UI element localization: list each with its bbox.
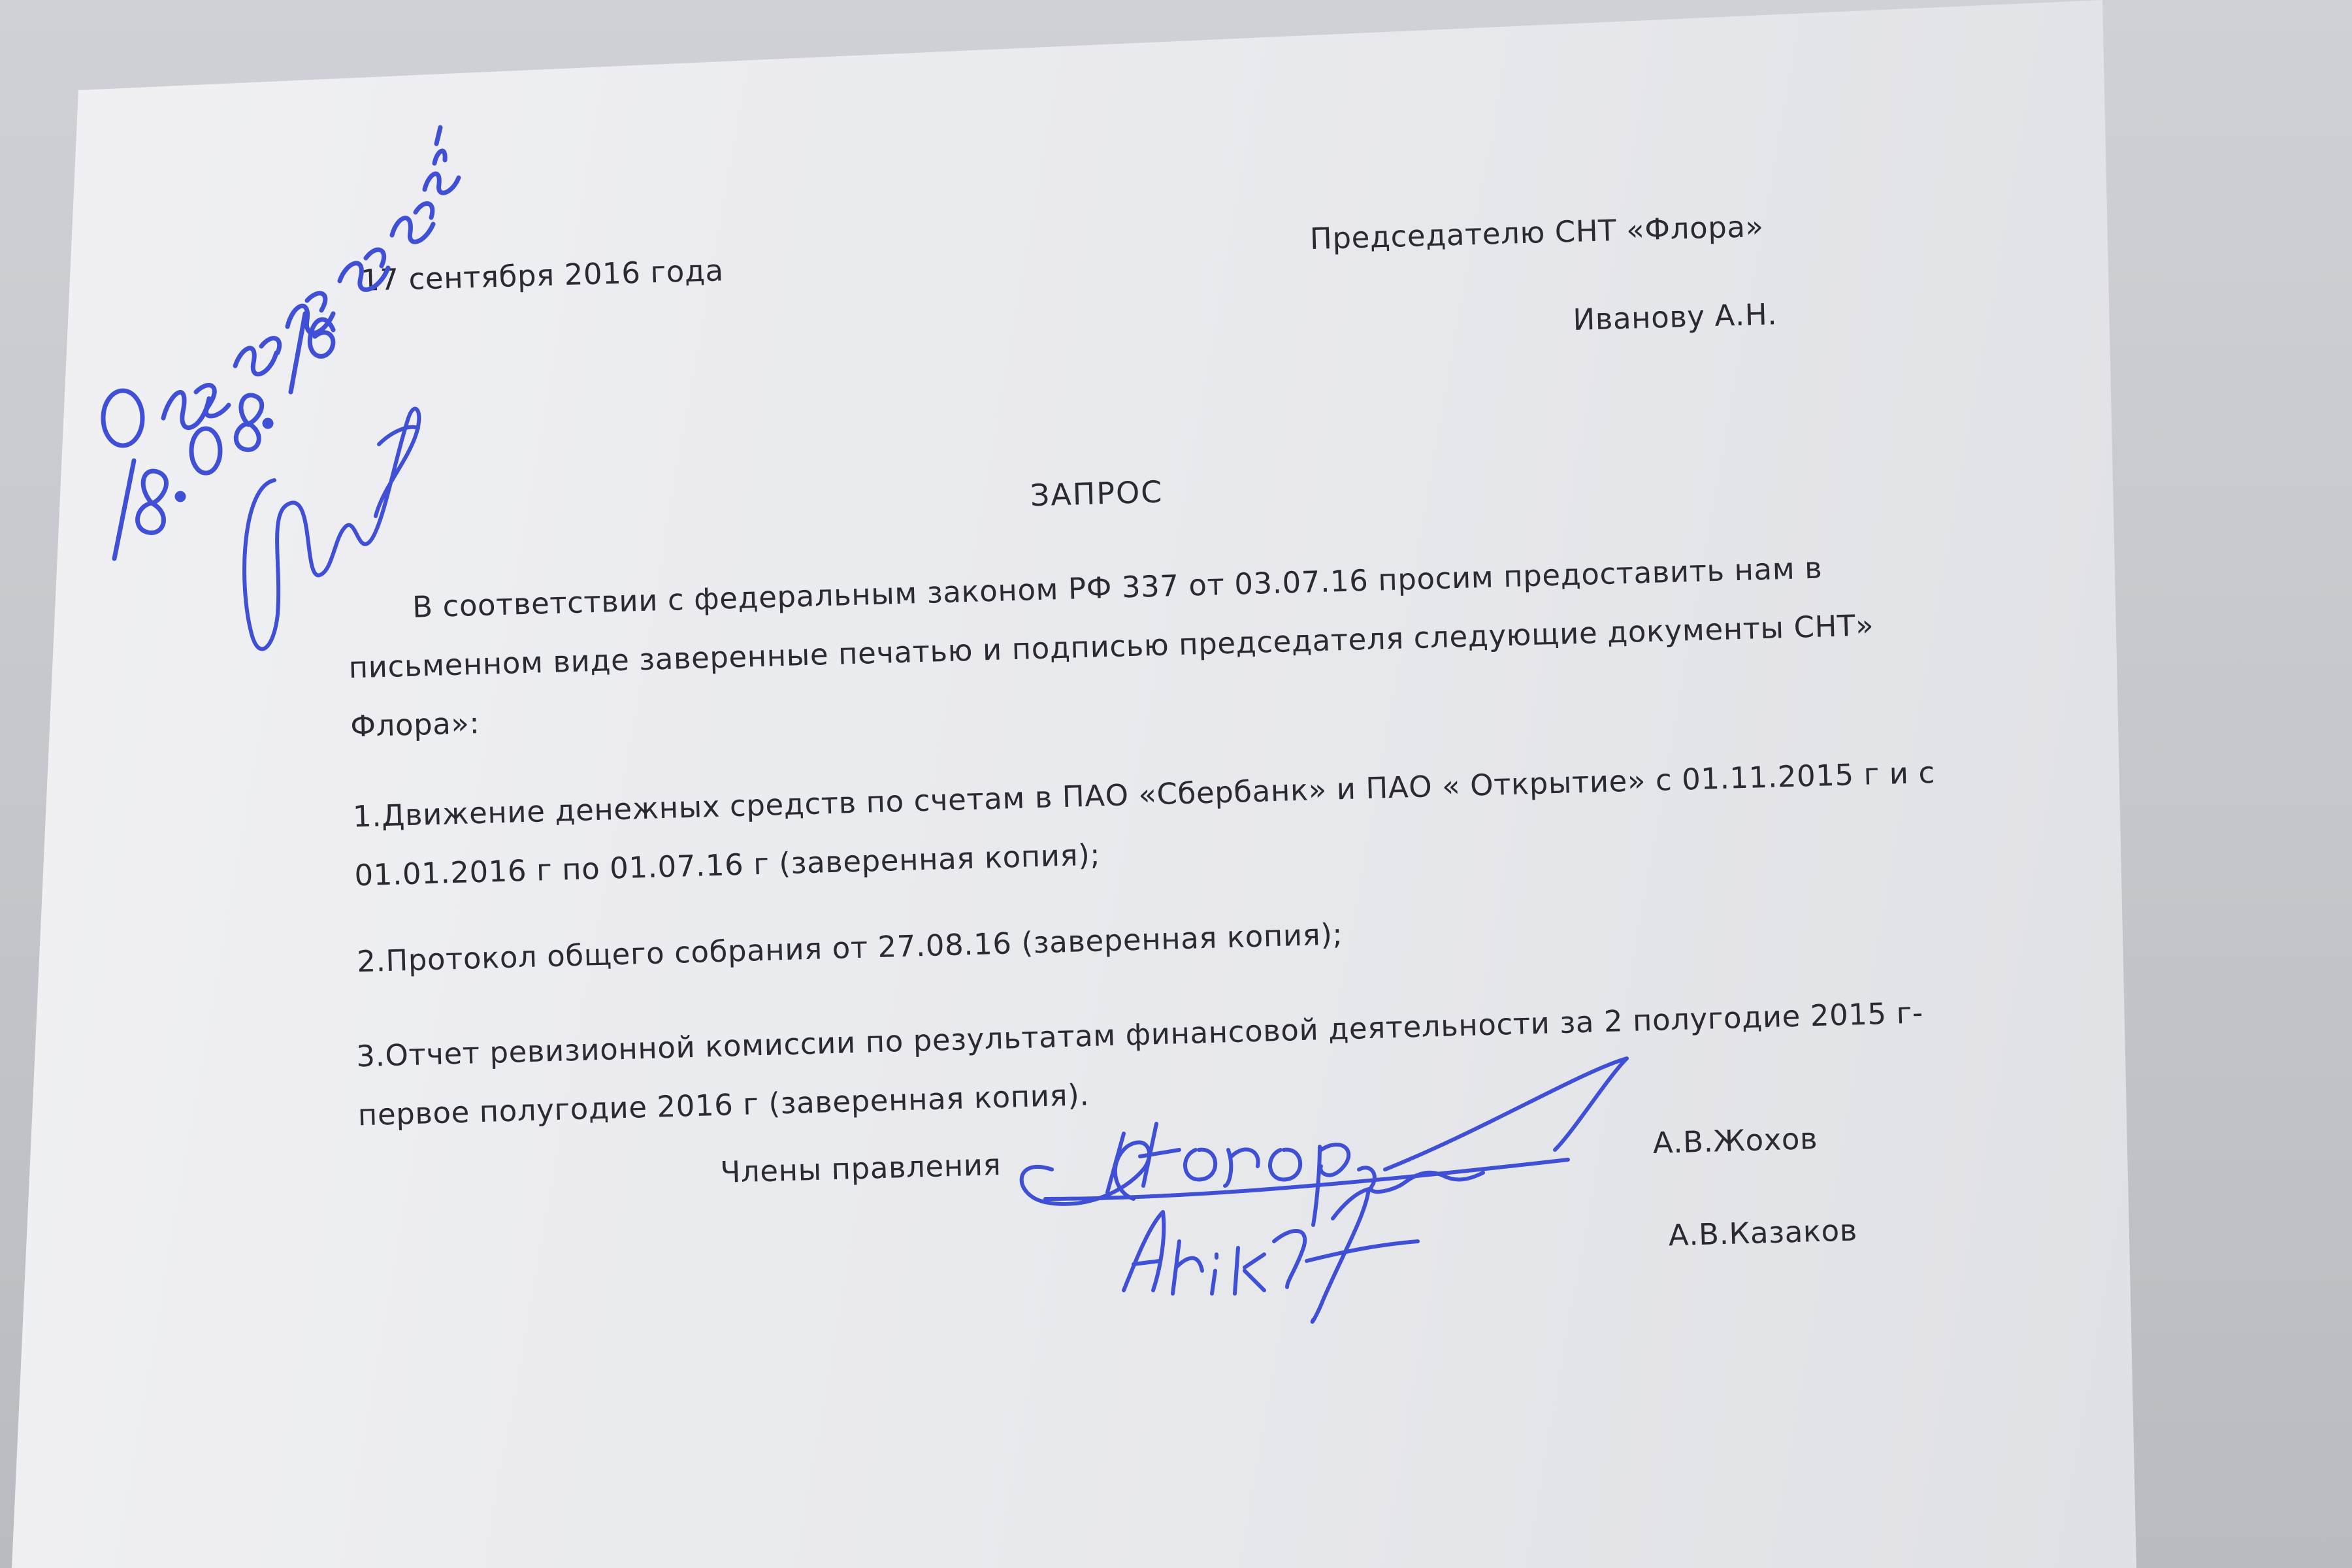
- signature-kazakov: [1124, 1189, 1418, 1322]
- item-1-line-1: 1.Движение денежных средств по счетам в ПАО «Сбербанк» и ПАО « Открытие» с 01.11.2015 г и с: [352, 755, 1936, 834]
- handwritten-date: [114, 314, 333, 559]
- signer-1-name: А.В.Жохов: [1652, 1121, 1818, 1161]
- intro-line-2: письменном виде заверенные печатью и подписью председателя следующие документы СНТ»: [348, 608, 1874, 685]
- signer-2-name: А.В.Казаков: [1668, 1213, 1858, 1253]
- intro-line-3: Флора»:: [350, 705, 480, 744]
- signers-label: Члены правления: [719, 1147, 1002, 1190]
- addressee-line-2: Иванову А.Н.: [1572, 297, 1778, 337]
- addressee-line-1: Председателю СНТ «Флора»: [1309, 208, 1765, 257]
- document-date: 17 сентября 2016 года: [360, 253, 725, 298]
- intro-line-1: В соответствии с федеральным законом РФ 337 от 03.07.16 просим предоставить нам в: [412, 550, 1823, 625]
- handwritten-acknowledgement: [103, 127, 459, 446]
- document-title: ЗАПРОС: [1030, 474, 1164, 514]
- item-2: 2.Протокол общего собрания от 27.08.16 (заверенная копия);: [356, 917, 1343, 979]
- handwritten-signature-left: [244, 409, 419, 649]
- item-3-line-2: первое полугодие 2016 г (заверенная копия).: [357, 1077, 1090, 1133]
- item-3-line-1: 3.Отчет ревизионной комиссии по результатам финансовой деятельности за 2 полугодие 2015 г-: [355, 995, 1924, 1074]
- signature-zhokhov: [1022, 1058, 1627, 1225]
- item-1-line-2: 01.01.2016 г по 01.07.16 г (заверенная копия);: [353, 837, 1101, 893]
